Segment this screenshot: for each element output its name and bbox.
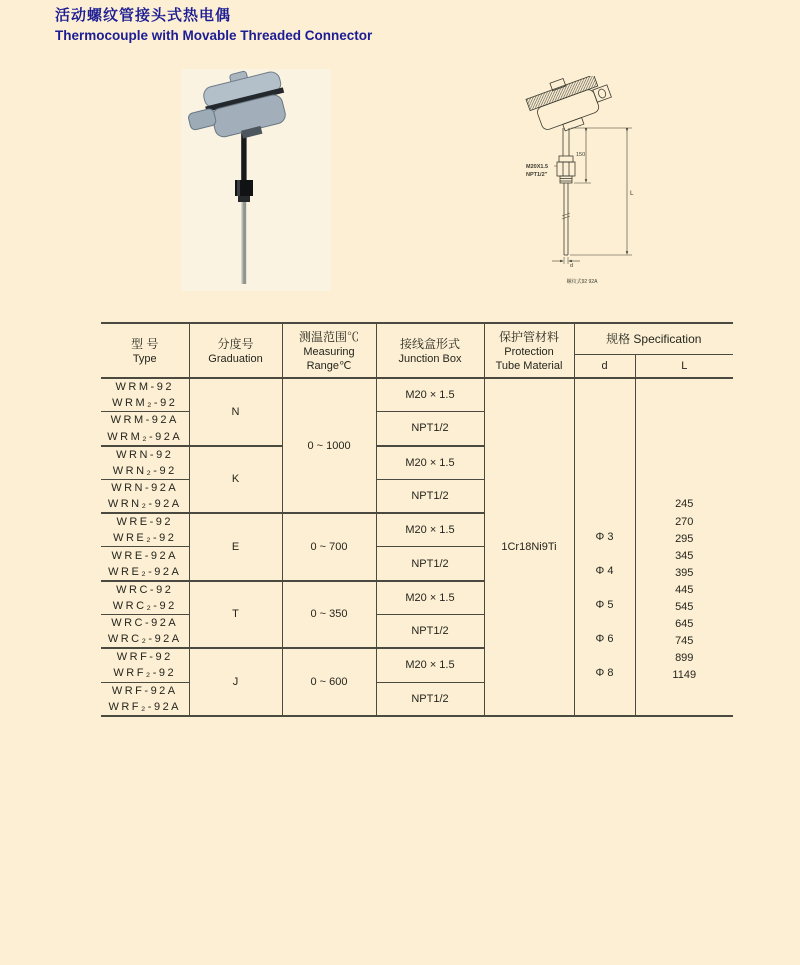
thermocouple-photo-art xyxy=(181,69,331,291)
technical-diagram xyxy=(524,76,644,291)
technical-diagram-art xyxy=(524,76,644,291)
type-cell: WRM-92 xyxy=(115,380,174,393)
range-cell: 0 ~ 700 xyxy=(282,513,376,581)
diagram-head xyxy=(524,76,617,140)
l-value: 645 xyxy=(675,618,694,631)
diagram-dim-d: d xyxy=(570,263,574,269)
diagram-caption: 螺纹式92 92A xyxy=(566,279,598,285)
junction-box-cell: NPT1/2 xyxy=(376,412,484,446)
l-value: 270 xyxy=(675,515,694,528)
l-value: 545 xyxy=(675,601,694,613)
page-title-zh: 活动螺纹管接头式热电偶 xyxy=(55,7,232,24)
junction-box-cell: NPT1/2 xyxy=(376,682,484,716)
type-cell: WRE₂-92A xyxy=(101,564,189,581)
graduation-cell: T xyxy=(189,581,282,649)
l-value: 395 xyxy=(675,566,694,579)
col-header-l: L xyxy=(635,355,733,379)
type-cell: WRC-92 xyxy=(116,583,174,596)
type-cell: WRM₂-92A xyxy=(101,429,189,446)
d-value: Φ 4 xyxy=(595,564,614,577)
type-cell: WRE₂-92 xyxy=(101,530,189,547)
type-cell: WRN₂-92A xyxy=(101,496,189,513)
diagram-thread-label-1: M20X1.5 xyxy=(526,164,549,170)
d-value: Φ 8 xyxy=(595,666,614,679)
type-cell: WRF-92 xyxy=(116,651,173,664)
diagram-dim-L: L xyxy=(630,190,634,197)
type-cell: WRC₂-92A xyxy=(101,631,189,648)
d-value: Φ 3 xyxy=(595,530,614,543)
type-cell: WRC₂-92 xyxy=(101,598,189,615)
l-value: 445 xyxy=(675,583,694,596)
graduation-cell: K xyxy=(189,446,282,514)
col-header-graduation: 分度号 Graduation xyxy=(189,323,282,378)
spec-table-header xyxy=(101,323,733,378)
spec-table-body xyxy=(101,378,733,716)
col-header-d: d xyxy=(574,355,635,379)
type-cell: WRF₂-92 xyxy=(101,665,189,682)
diagram-thread-label-2: NPT1/2″ xyxy=(526,172,548,178)
type-cell: WRM-92A xyxy=(110,414,179,427)
table-row xyxy=(101,378,733,395)
junction-box-cell: M20 × 1.5 xyxy=(376,648,484,682)
d-value: Φ 6 xyxy=(595,632,614,645)
page-title-en: Thermocouple with Movable Threaded Connector xyxy=(55,28,373,43)
junction-box-cell: NPT1/2 xyxy=(376,614,484,648)
page-header xyxy=(55,6,372,45)
range-cell: 0 ~ 350 xyxy=(282,581,376,649)
l-value: 345 xyxy=(675,549,694,562)
d-value: Φ 5 xyxy=(595,598,614,611)
graduation-cell: E xyxy=(189,513,282,581)
type-cell: WRM₂-92 xyxy=(101,395,189,412)
junction-box-cell: M20 × 1.5 xyxy=(376,513,484,547)
col-header-junction-box: 接线盒形式 Junction Box xyxy=(376,323,484,378)
junction-box-cell: M20 × 1.5 xyxy=(376,378,484,412)
l-values-cell xyxy=(635,378,733,716)
l-value: 1149 xyxy=(672,669,697,682)
junction-box-cell: M20 × 1.5 xyxy=(376,446,484,480)
col-header-type: 型 号 Type xyxy=(101,323,189,378)
protection-material-cell: 1Cr18Ni9Ti xyxy=(484,378,574,716)
l-value: 745 xyxy=(675,635,694,648)
col-header-range: 测温范围℃ Measuring Range℃ xyxy=(282,323,376,378)
col-header-protection: 保护管材料 Protection Tube Material xyxy=(484,323,574,378)
type-cell: WRN-92 xyxy=(116,448,174,461)
l-value: 245 xyxy=(675,498,694,511)
graduation-cell: J xyxy=(189,648,282,716)
type-cell: WRN-92A xyxy=(111,482,179,495)
diagram-dim-150: 150 xyxy=(576,152,586,158)
d-values-cell xyxy=(574,378,635,716)
l-value: 295 xyxy=(675,532,694,545)
type-cell: WRC-92A xyxy=(111,617,179,630)
junction-box-cell: M20 × 1.5 xyxy=(376,581,484,615)
junction-box-cell: NPT1/2 xyxy=(376,479,484,513)
col-header-specification: 规格 Specification xyxy=(574,323,733,355)
range-cell: 0 ~ 600 xyxy=(282,648,376,716)
type-cell: WRF₂-92A xyxy=(108,700,182,713)
range-cell: 0 ~ 1000 xyxy=(282,378,376,513)
type-cell: WRE-92A xyxy=(111,549,178,562)
type-cell: WRE-92 xyxy=(116,516,174,529)
l-value: 899 xyxy=(675,652,694,665)
thermocouple-photo xyxy=(181,69,331,291)
type-cell: WRF-92A xyxy=(111,684,178,697)
type-cell: WRN₂-92 xyxy=(101,462,189,479)
graduation-cell: N xyxy=(189,378,282,446)
spec-table xyxy=(101,322,733,717)
junction-box-cell: NPT1/2 xyxy=(376,547,484,581)
